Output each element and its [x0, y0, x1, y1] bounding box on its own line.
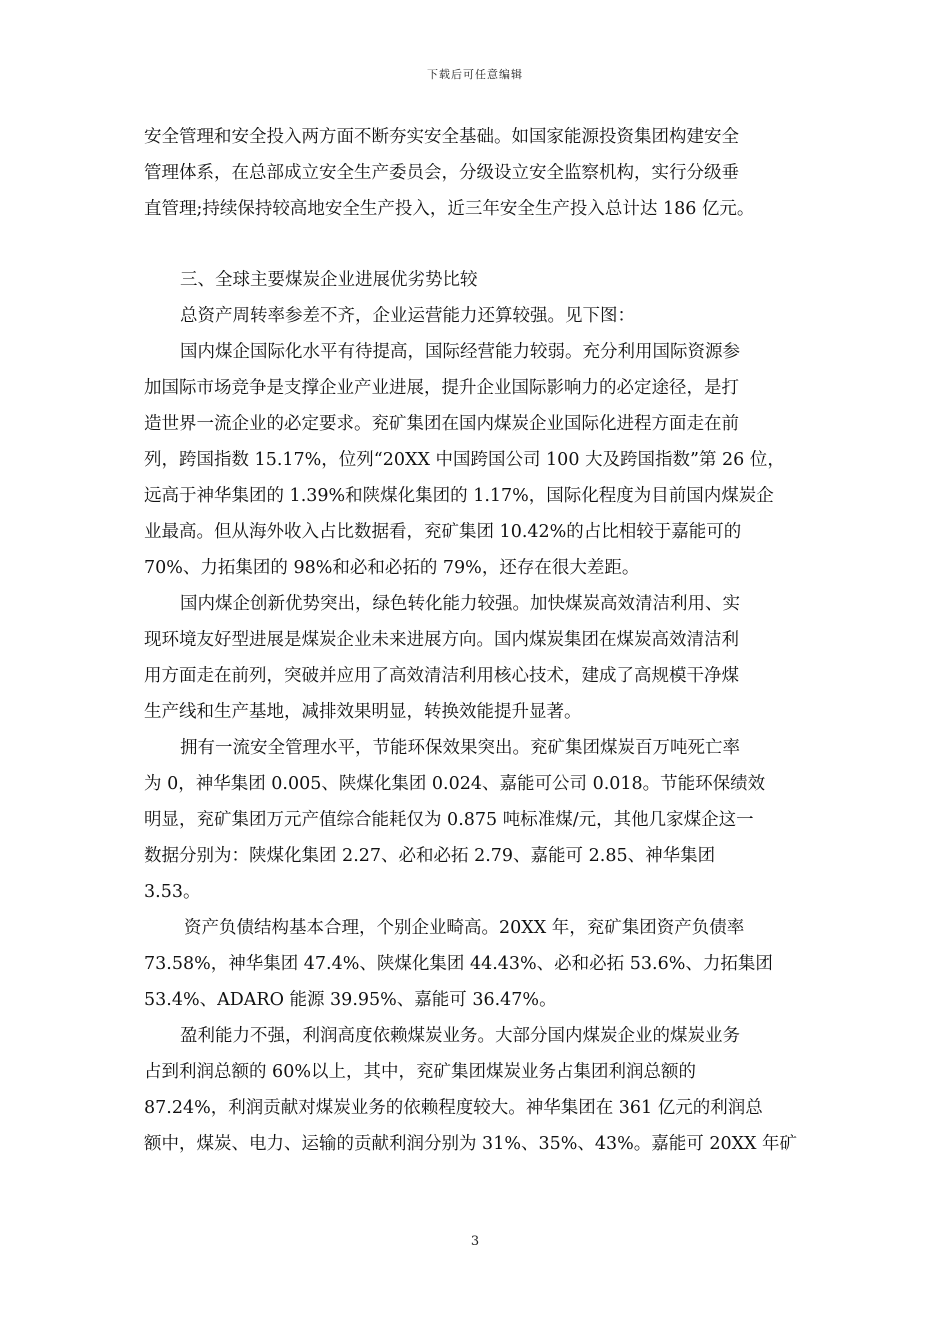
- paragraph-safety-investment: [144, 119, 809, 227]
- document-body: [144, 119, 809, 1162]
- text-line: 明显，兖矿集团万元产值综合能耗仅为 0.875 吨标准煤/元，其他几家煤企这一: [144, 810, 754, 830]
- text-line: 资产负债结构基本合理，个别企业畸高。20XX 年，兖矿集团资产负债率: [184, 918, 745, 938]
- text-line: 拥有一流安全管理水平，节能环保效果突出。兖矿集团煤炭百万吨死亡率: [180, 738, 740, 758]
- page-number: 3: [470, 1234, 480, 1249]
- text-line: 占到利润总额的 60%以上，其中，兖矿集团煤炭业务占集团利润总额的: [144, 1062, 696, 1082]
- paragraph-asset-turnover: [144, 298, 809, 334]
- text-line: 53.4%、ADARO 能源 39.95%、嘉能可 36.47%。: [144, 990, 557, 1010]
- paragraph-debt-structure: [144, 910, 809, 1018]
- text-line: 安全管理和安全投入两方面不断夯实安全基础。如国家能源投资集团构建安全: [144, 127, 739, 147]
- text-line: 87.24%，利润贡献对煤炭业务的依赖程度较大。神华集团在 361 亿元的利润总: [144, 1098, 763, 1118]
- paragraph-profitability: [144, 1018, 809, 1162]
- text-line: 管理体系，在总部成立安全生产委员会，分级设立安全监察机构，实行分级垂: [144, 163, 739, 183]
- text-line: 3.53。: [144, 882, 201, 902]
- text-line: 生产线和生产基地，减排效果明显，转换效能提升显著。: [144, 702, 582, 722]
- section-heading-text: 三、全球主要煤炭企业进展优劣势比较: [180, 270, 478, 290]
- text-line: 国内煤企国际化水平有待提高，国际经营能力较弱。充分利用国际资源参: [180, 342, 740, 362]
- section-heading: [144, 262, 809, 298]
- paragraph-internationalization: [144, 334, 809, 586]
- text-line: 加国际市场竞争是支撑企业产业进展，提升企业国际影响力的必定途径，是打: [144, 378, 739, 398]
- page-header-note: 下载后可任意编辑: [427, 68, 523, 81]
- text-line: 总资产周转率参差不齐，企业运营能力还算较强。见下图：: [180, 306, 635, 326]
- text-line: 数据分别为：陕煤化集团 2.27、必和必拓 2.79、嘉能可 2.85、神华集团: [144, 846, 716, 866]
- text-line: 列，跨国指数 15.17%，位列“20XX 中国跨国公司 100 大及跨国指数”第 26 位，: [144, 450, 785, 470]
- paragraph-safety-management: [144, 730, 809, 910]
- text-line: 盈利能力不强，利润高度依赖煤炭业务。大部分国内煤炭企业的煤炭业务: [180, 1026, 740, 1046]
- text-line: 直管理;持续保持较高地安全生产投入，近三年安全生产投入总计达 186 亿元。: [144, 199, 755, 219]
- text-line: 业最高。但从海外收入占比数据看，兖矿集团 10.42%的占比相较于嘉能可的: [144, 522, 742, 542]
- text-line: 为 0，神华集团 0.005、陕煤化集团 0.024、嘉能可公司 0.018。节能环保绩效: [144, 774, 766, 794]
- text-line: 现环境友好型进展是煤炭企业未来进展方向。国内煤炭集团在煤炭高效清洁利: [144, 630, 739, 650]
- text-line: 远高于神华集团的 1.39%和陕煤化集团的 1.17%，国际化程度为目前国内煤炭企: [144, 486, 774, 506]
- text-line: 国内煤企创新优势突出，绿色转化能力较强。加快煤炭高效清洁利用、实: [180, 594, 740, 614]
- text-line: 70%、力拓集团的 98%和必和必拓的 79%，还存在很大差距。: [144, 558, 640, 578]
- text-line: 造世界一流企业的必定要求。兖矿集团在国内煤炭企业国际化进程方面走在前: [144, 414, 739, 434]
- text-line: 额中，煤炭、电力、运输的贡献利润分别为 31%、35%、43%。嘉能可 20XX 年矿: [144, 1134, 798, 1154]
- paragraph-innovation: [144, 586, 809, 730]
- text-line: 用方面走在前列，突破并应用了高效清洁利用核心技术，建成了高规模干净煤: [144, 666, 739, 686]
- text-line: 73.58%，神华集团 47.4%、陕煤化集团 44.43%、必和必拓 53.6%、力拓集团: [144, 954, 773, 974]
